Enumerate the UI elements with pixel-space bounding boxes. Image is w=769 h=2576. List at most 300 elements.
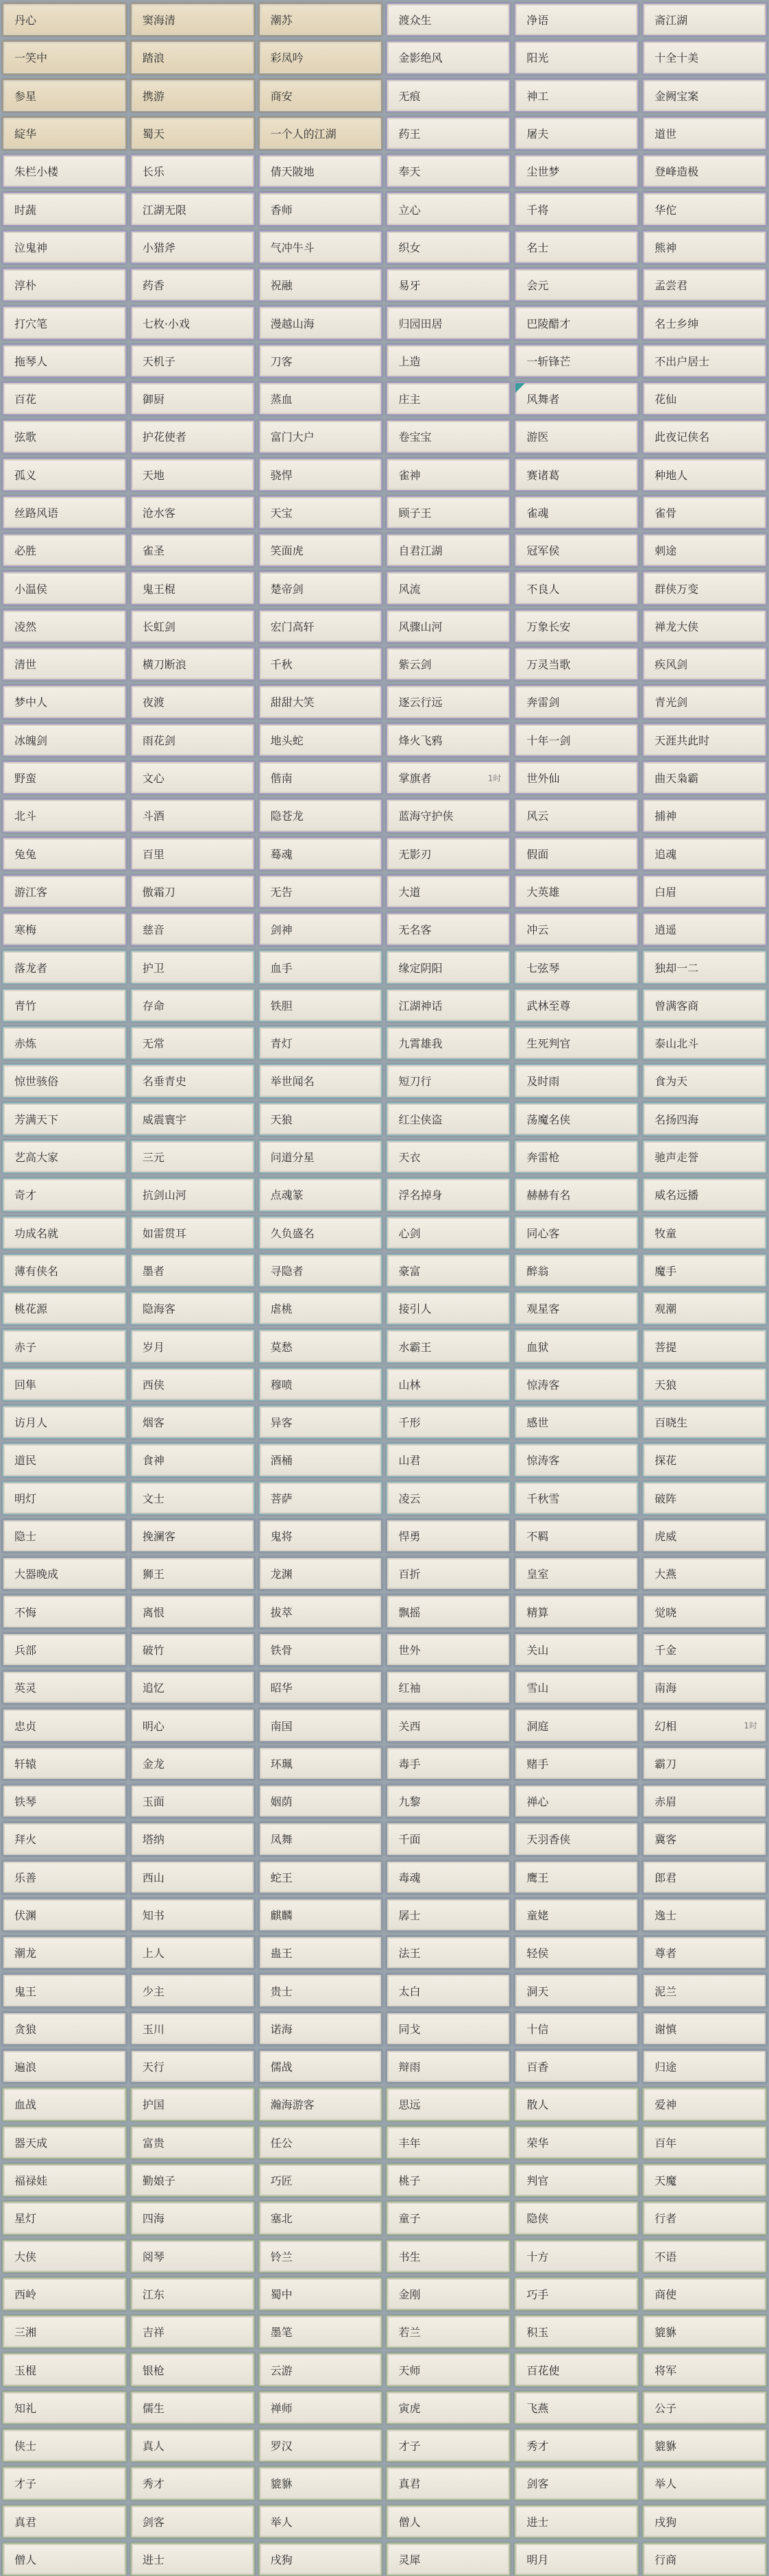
title-button[interactable] (130, 1291, 255, 1325)
title-button[interactable] (386, 1784, 511, 1818)
title-button[interactable] (642, 2353, 767, 2386)
title-button[interactable] (130, 230, 255, 264)
title-button[interactable] (258, 1178, 383, 1211)
title-button[interactable] (2, 988, 127, 1022)
title-button[interactable] (642, 533, 767, 567)
title-button[interactable] (642, 2087, 767, 2121)
title-button[interactable] (130, 2163, 255, 2197)
title-button[interactable] (386, 1822, 511, 1856)
title-button[interactable] (130, 2466, 255, 2500)
title-button[interactable] (514, 1708, 639, 1742)
title-button[interactable] (130, 79, 255, 112)
title-button[interactable] (2, 799, 127, 832)
title-button[interactable] (642, 685, 767, 718)
title-button[interactable] (386, 1329, 511, 1363)
title-button[interactable] (258, 1329, 383, 1363)
title-button[interactable] (258, 1784, 383, 1818)
title-button[interactable] (642, 2050, 767, 2083)
title-button[interactable] (130, 117, 255, 150)
title-button[interactable] (514, 117, 639, 150)
title-button[interactable] (2, 912, 127, 946)
title-button[interactable] (130, 2315, 255, 2348)
title-button[interactable] (258, 1670, 383, 1704)
title-button[interactable] (642, 382, 767, 415)
title-button[interactable] (258, 1708, 383, 1742)
title-button[interactable] (258, 2050, 383, 2083)
title-button[interactable] (258, 571, 383, 605)
title-button[interactable] (130, 1102, 255, 1136)
title-button[interactable] (386, 647, 511, 681)
title-button[interactable] (386, 1291, 511, 1325)
title-button[interactable] (386, 1519, 511, 1553)
title-button[interactable] (130, 40, 255, 74)
title-button[interactable] (514, 723, 639, 757)
title-button[interactable] (386, 1898, 511, 1932)
title-button[interactable] (386, 1747, 511, 1780)
title-button[interactable] (642, 1747, 767, 1780)
title-button[interactable] (130, 685, 255, 718)
title-button[interactable] (130, 875, 255, 908)
title-button[interactable] (2, 1140, 127, 1174)
title-button[interactable] (642, 912, 767, 946)
title-button[interactable] (514, 1481, 639, 1515)
title-button[interactable] (514, 533, 639, 567)
title-button[interactable] (2, 458, 127, 491)
title-button[interactable] (514, 609, 639, 643)
title-button[interactable] (2, 1973, 127, 2007)
title-button[interactable] (642, 609, 767, 643)
title-button[interactable] (258, 875, 383, 908)
title-button[interactable] (514, 571, 639, 605)
title-button[interactable] (386, 192, 511, 226)
title-button[interactable] (386, 1405, 511, 1439)
title-button[interactable] (258, 79, 383, 112)
title-button[interactable] (514, 3, 639, 36)
title-button[interactable] (514, 875, 639, 908)
title-button[interactable] (514, 79, 639, 112)
title-button[interactable] (2, 723, 127, 757)
title-button[interactable] (386, 1936, 511, 1969)
title-button[interactable] (514, 950, 639, 984)
title-button[interactable] (642, 1102, 767, 1136)
title-button[interactable] (386, 382, 511, 415)
title-button[interactable] (386, 1443, 511, 1477)
title-button[interactable] (2, 837, 127, 871)
title-button[interactable] (258, 950, 383, 984)
title-button[interactable] (2, 1898, 127, 1932)
title-button[interactable] (2, 230, 127, 264)
title-button[interactable] (2, 344, 127, 378)
title-button[interactable] (258, 1936, 383, 1969)
title-button[interactable] (642, 1784, 767, 1818)
title-button[interactable] (2, 1594, 127, 1628)
title-button[interactable] (130, 1064, 255, 1097)
title-button[interactable] (130, 912, 255, 946)
title-button[interactable] (386, 2315, 511, 2348)
title-button[interactable] (2, 420, 127, 453)
title-button[interactable] (130, 1708, 255, 1742)
title-button[interactable] (642, 192, 767, 226)
title-button[interactable] (386, 1254, 511, 1287)
title-button[interactable] (386, 1670, 511, 1704)
title-button[interactable] (258, 912, 383, 946)
title-button[interactable] (386, 1557, 511, 1590)
title-button[interactable] (642, 1936, 767, 1969)
title-button[interactable] (514, 1329, 639, 1363)
title-button[interactable] (386, 1973, 511, 2007)
title-button[interactable] (642, 306, 767, 339)
title-button[interactable] (642, 154, 767, 188)
title-button[interactable] (386, 1860, 511, 1894)
title-button[interactable] (258, 799, 383, 832)
title-button[interactable] (514, 2163, 639, 2197)
title-button[interactable] (2, 1368, 127, 1401)
title-button[interactable] (258, 723, 383, 757)
title-button[interactable] (514, 1405, 639, 1439)
title-button[interactable] (258, 1368, 383, 1401)
title-button[interactable] (130, 1368, 255, 1401)
title-button[interactable] (258, 420, 383, 453)
title-button[interactable] (642, 2277, 767, 2311)
title-button[interactable] (514, 1784, 639, 1818)
title-button[interactable] (2, 2466, 127, 2500)
title-button[interactable] (642, 1860, 767, 1894)
title-button[interactable] (2, 647, 127, 681)
title-button[interactable] (386, 950, 511, 984)
title-button[interactable] (2, 1936, 127, 1969)
title-button[interactable] (2, 950, 127, 984)
title-button[interactable] (130, 1633, 255, 1666)
title-button[interactable] (642, 1291, 767, 1325)
title-button[interactable] (258, 988, 383, 1022)
title-button[interactable] (258, 1519, 383, 1553)
title-button[interactable] (642, 344, 767, 378)
title-button[interactable] (642, 1368, 767, 1401)
title-button[interactable] (258, 1254, 383, 1287)
title-button[interactable] (642, 2201, 767, 2235)
title-button[interactable] (386, 609, 511, 643)
title-button[interactable] (130, 306, 255, 339)
title-button[interactable] (258, 40, 383, 74)
title-button[interactable] (2, 2163, 127, 2197)
title-button[interactable] (2, 1405, 127, 1439)
title-button[interactable] (386, 2050, 511, 2083)
title-button[interactable] (258, 2429, 383, 2462)
title-button[interactable] (386, 1216, 511, 1250)
title-button[interactable] (386, 458, 511, 491)
title-button[interactable] (386, 117, 511, 150)
title-button[interactable] (130, 1405, 255, 1439)
title-button[interactable] (258, 117, 383, 150)
title-button[interactable] (130, 1784, 255, 1818)
title-button[interactable] (258, 1481, 383, 1515)
title-button[interactable] (258, 609, 383, 643)
title-button[interactable] (514, 1216, 639, 1250)
title-button[interactable] (386, 496, 511, 529)
title-button[interactable] (130, 2277, 255, 2311)
title-button[interactable] (258, 3, 383, 36)
title-button[interactable] (2, 1216, 127, 1250)
title-button[interactable] (514, 2012, 639, 2045)
title-button[interactable] (386, 2239, 511, 2273)
title-button[interactable] (258, 2201, 383, 2235)
title-button[interactable] (258, 458, 383, 491)
title-button[interactable] (386, 685, 511, 718)
title-button[interactable] (514, 799, 639, 832)
title-button[interactable] (130, 154, 255, 188)
title-button[interactable] (258, 496, 383, 529)
title-button[interactable] (514, 2466, 639, 2500)
title-button[interactable] (2, 268, 127, 302)
title-button[interactable] (258, 382, 383, 415)
title-button[interactable] (2, 571, 127, 605)
title-button[interactable] (130, 2050, 255, 2083)
title-button[interactable] (386, 723, 511, 757)
title-button[interactable] (2, 1443, 127, 1477)
title-button[interactable] (514, 2391, 639, 2425)
title-button[interactable] (2, 609, 127, 643)
title-button[interactable] (130, 1481, 255, 1515)
title-button[interactable] (386, 988, 511, 1022)
title-button[interactable] (642, 1822, 767, 1856)
title-button[interactable] (642, 230, 767, 264)
title-button[interactable] (642, 1254, 767, 1287)
title-button[interactable] (642, 1064, 767, 1097)
title-button[interactable] (386, 1178, 511, 1211)
title-button[interactable] (258, 1898, 383, 1932)
title-button[interactable] (258, 1594, 383, 1628)
title-button[interactable] (642, 1026, 767, 1060)
title-button[interactable] (642, 1898, 767, 1932)
title-button[interactable] (514, 2315, 639, 2348)
title-button[interactable] (2, 1481, 127, 1515)
title-button[interactable] (258, 1216, 383, 1250)
title-button[interactable] (386, 2391, 511, 2425)
title-button[interactable] (642, 2542, 767, 2576)
title-button[interactable] (386, 2466, 511, 2500)
title-button[interactable] (130, 1822, 255, 1856)
title-button[interactable] (2, 2012, 127, 2045)
title-button[interactable] (2, 2277, 127, 2311)
title-button[interactable] (642, 2239, 767, 2273)
title-button[interactable] (514, 912, 639, 946)
title-button[interactable] (130, 1443, 255, 1477)
title-button[interactable] (130, 3, 255, 36)
title-button[interactable] (2, 1291, 127, 1325)
title-button[interactable] (514, 1936, 639, 1969)
title-button[interactable] (514, 1557, 639, 1590)
title-button[interactable] (642, 2163, 767, 2197)
title-button[interactable] (642, 988, 767, 1022)
title-button[interactable] (2, 1178, 127, 1211)
title-button[interactable] (642, 420, 767, 453)
title-button[interactable] (514, 420, 639, 453)
title-button[interactable] (2, 79, 127, 112)
title-button[interactable] (642, 3, 767, 36)
title-button[interactable] (642, 40, 767, 74)
title-button[interactable] (642, 79, 767, 112)
title-button[interactable] (514, 1102, 639, 1136)
title-button[interactable] (2, 685, 127, 718)
title-button[interactable] (514, 40, 639, 74)
title-button[interactable] (386, 1026, 511, 1060)
title-button[interactable] (514, 2087, 639, 2121)
title-button[interactable] (514, 1254, 639, 1287)
title-button[interactable] (2, 1860, 127, 1894)
title-button[interactable] (130, 192, 255, 226)
title-button[interactable] (642, 1481, 767, 1515)
title-button[interactable] (514, 1670, 639, 1704)
title-button[interactable] (130, 723, 255, 757)
title-button[interactable] (258, 192, 383, 226)
title-button[interactable] (2, 2353, 127, 2386)
title-button[interactable] (2, 306, 127, 339)
title-button[interactable] (130, 1860, 255, 1894)
title-button[interactable] (258, 344, 383, 378)
title-button[interactable] (130, 761, 255, 794)
title-button[interactable] (2, 496, 127, 529)
title-button[interactable] (386, 2012, 511, 2045)
title-button[interactable] (130, 533, 255, 567)
title-button[interactable] (514, 2201, 639, 2235)
title-button[interactable] (386, 875, 511, 908)
title-button[interactable] (642, 647, 767, 681)
title-button[interactable] (130, 647, 255, 681)
title-button[interactable] (514, 2429, 639, 2462)
title-button[interactable] (386, 2353, 511, 2386)
title-button[interactable] (514, 496, 639, 529)
title-button[interactable] (130, 609, 255, 643)
title-button[interactable] (130, 2087, 255, 2121)
title-button[interactable] (386, 2542, 511, 2576)
title-button[interactable] (258, 1140, 383, 1174)
title-button[interactable] (2, 2429, 127, 2462)
title-button[interactable] (2, 3, 127, 36)
title-button[interactable] (130, 1594, 255, 1628)
title-button[interactable] (130, 1747, 255, 1780)
title-button[interactable] (130, 496, 255, 529)
title-button[interactable] (514, 685, 639, 718)
title-button[interactable] (514, 1368, 639, 1401)
title-button[interactable] (642, 1216, 767, 1250)
title-button[interactable] (130, 2012, 255, 2045)
title-button[interactable] (386, 1102, 511, 1136)
title-button[interactable] (258, 2239, 383, 2273)
title-button[interactable] (258, 2087, 383, 2121)
title-button[interactable] (2, 382, 127, 415)
title-button[interactable] (2, 533, 127, 567)
title-button[interactable] (642, 837, 767, 871)
title-button[interactable] (386, 571, 511, 605)
title-button[interactable] (514, 306, 639, 339)
title-button[interactable] (642, 1557, 767, 1590)
title-button[interactable] (2, 1102, 127, 1136)
title-button[interactable] (386, 837, 511, 871)
title-button[interactable] (642, 268, 767, 302)
title-button[interactable] (514, 154, 639, 188)
title-button[interactable] (130, 950, 255, 984)
title-button[interactable] (642, 2505, 767, 2538)
title-button[interactable] (642, 1329, 767, 1363)
title-button[interactable] (130, 837, 255, 871)
title-button[interactable] (2, 2542, 127, 2576)
title-button[interactable] (386, 2201, 511, 2235)
title-button[interactable] (514, 1178, 639, 1211)
title-button[interactable] (642, 1594, 767, 1628)
title-button[interactable] (258, 1633, 383, 1666)
title-button[interactable] (2, 1519, 127, 1553)
title-button[interactable] (130, 1898, 255, 1932)
title-button[interactable] (514, 1860, 639, 1894)
title-button[interactable] (258, 533, 383, 567)
title-button[interactable] (130, 1026, 255, 1060)
title-button[interactable] (514, 192, 639, 226)
title-button[interactable] (258, 2163, 383, 2197)
title-button[interactable] (386, 268, 511, 302)
title-button[interactable] (514, 761, 639, 794)
title-button[interactable] (642, 1178, 767, 1211)
title-button[interactable] (258, 2315, 383, 2348)
title-button[interactable] (386, 799, 511, 832)
title-button[interactable] (386, 1064, 511, 1097)
title-button[interactable] (258, 1557, 383, 1590)
title-button[interactable] (386, 912, 511, 946)
title-button[interactable] (514, 344, 639, 378)
title-button[interactable] (2, 2126, 127, 2159)
title-button[interactable] (386, 1481, 511, 1515)
title-button[interactable] (258, 1860, 383, 1894)
title-button[interactable] (514, 2239, 639, 2273)
title-button[interactable] (642, 1443, 767, 1477)
title-button[interactable] (258, 1747, 383, 1780)
title-button[interactable] (642, 1633, 767, 1666)
title-button[interactable] (130, 1670, 255, 1704)
title-button[interactable] (514, 1822, 639, 1856)
title-button[interactable] (130, 2542, 255, 2576)
title-button[interactable] (2, 154, 127, 188)
title-button[interactable] (2, 1784, 127, 1818)
title-button[interactable] (386, 2087, 511, 2121)
title-button[interactable] (258, 2391, 383, 2425)
title-button[interactable] (514, 382, 639, 415)
title-button[interactable] (386, 344, 511, 378)
title-button[interactable] (642, 458, 767, 491)
title-button[interactable] (130, 1254, 255, 1287)
title-button[interactable] (2, 761, 127, 794)
title-button[interactable] (130, 420, 255, 453)
title-button[interactable] (386, 1594, 511, 1628)
title-button[interactable] (258, 761, 383, 794)
title-button[interactable] (258, 685, 383, 718)
title-button[interactable] (514, 230, 639, 264)
title-button[interactable] (258, 306, 383, 339)
title-button[interactable] (2, 1822, 127, 1856)
title-button[interactable] (130, 988, 255, 1022)
title-button[interactable] (130, 268, 255, 302)
title-button[interactable] (386, 1368, 511, 1401)
title-button[interactable] (130, 1519, 255, 1553)
title-button[interactable] (514, 268, 639, 302)
title-button[interactable] (514, 647, 639, 681)
title-button[interactable] (642, 723, 767, 757)
title-button[interactable] (258, 1064, 383, 1097)
title-button[interactable] (514, 1064, 639, 1097)
title-button[interactable] (130, 1936, 255, 1969)
title-button[interactable] (258, 1822, 383, 1856)
title-button[interactable] (2, 1064, 127, 1097)
title-button[interactable] (386, 1633, 511, 1666)
title-button[interactable] (514, 2542, 639, 2576)
